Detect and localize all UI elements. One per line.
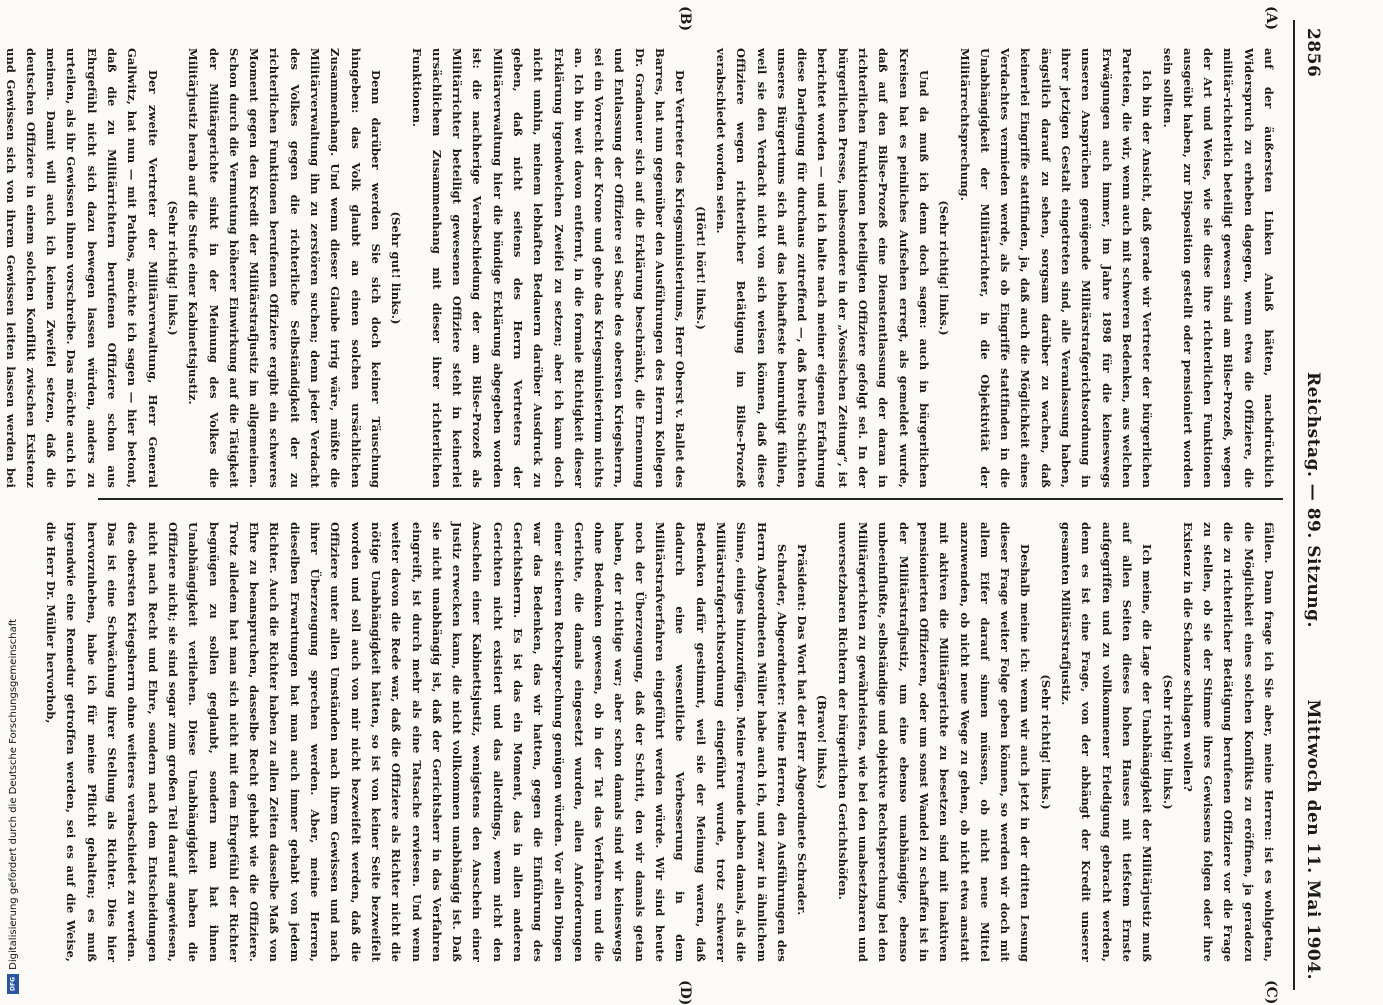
interjection: (Sehr richtig! links.) — [937, 200, 952, 336]
margin-mark-b: (B) — [677, 6, 693, 32]
margin-mark-a: (A) — [1263, 6, 1279, 31]
paragraph: Der zweite Vertreter der Militärverwaltung, Herr General Gallwitz, hat nun — mit Pathos, möchte ich sagen — hier betont, daß die zu Militärrichtern berufenen Offiziere schon aus Ehrgefühl nicht sich dazu bewegen lassen würden, anders zu urteilen, als ihr Gewissen ihnen vorschreibe. Das möchte auch ich meinen. Damit will auch ich keinen Zweifel setzen, daß die deutschen Offiziere in einem solchen Konflikt zwischen Existenz und Gewissen sich von ihrem Gewissen leiten lassen werden bei — [3, 48, 160, 488]
interjection: (Sehr gut! links.) — [389, 211, 404, 325]
session-date: Mittwoch den 11. Mai 1904. — [1303, 699, 1323, 980]
page-header — [1295, 0, 1323, 1000]
digitization-credit — [6, 612, 20, 994]
margin-mark-d: (D) — [677, 980, 693, 1005]
paragraph: Schrader, Abgeordneter: Meine Herren, den Ausführungen des Herrn Abgeordneten Müller habe auch ich, und zwar in ähnlichem Sinne, einiges hinzuzufügen. Meine Freunde haben damals, als die Militärstrafgerichtsordnung eingeführt wurde, trotz schwerer Bedenken dafür gestimmt, weil sie der Meinung waren, daß dadurch eine wesentliche Verbesserung in dem Militärstrafverfahren eingeführt werden würde. Wir sind heute noch der Überzeugung, daß der Schritt, den wir damals getan haben, der richtige war; aber schon damals sind wir keineswegs ohne Bedenken gewesen, ob in der Tat das Verfahren und die Gerichte, die damals eingesetzt wurden, allen Anforderungen einer sicheren Rechtsprechung genügen würden. Vor allen Dingen war das Bedenken, das wir hatten, gegen die Einführung des Gerichtsherrn. Es ist das ein Moment, das in allen anderen Gerichten nicht existiert und das allerdings, wenn nicht den Anschein einer Kabinettsjustiz, wenigstens den Anschein einer Justiz erwecken kann, die nicht vollkommen unabhängig ist. Daß sie nicht unabhängig ist, daß der Gerichtsherr in das Verfahren eingreift, ist durch mehr als eine Tatsache erwiesen. Und wenn weiter davon die Rede war, daß die Offiziere als Richter nicht die nötige Unabhängigkeit hätten, so ist von keiner Seite bezweifelt worden und soll auch von mir nicht bezweifelt werden, daß die Offiziere unter allen Umständen nach ihrem Gewissen und nach ihrer Überzeugung sprechen werden. Aber, meine Herren, dieselben Erwartungen hat man auch immer gehabt von jedem Richter. Auch die Richter haben zu allen Zeiten dasselbe Maß von Ehre zu beanspruchen, dasselbe Recht gehabt wie die Offiziere. Trotz alledem hat man sich nicht mit dem Ehrgefühl der Richter begnügen zu sollen geglaubt, sondern man hat ihnen Unabhängigkeit verliehen. Diese Unabhängigkeit haben die Offiziere nicht; sie sind sogar zum großen Teil darauf angewiesen, nicht nach Recht und Ehre, sondern nach dem Entscheidungen des obersten Kriegsherrn ohne weiteres verabschiedet zu werden. Das ist eine Schwächung ihrer Stellung als Richter. Dies hier hervorzuheben, habe ich für meine Pflicht gehalten; es muß irgendwie eine Remedur getroffen werden, sei es auf die Weise, die Herr Dr. Müller hervorhob, — [44, 522, 789, 962]
paragraph: Ich bin der Ansicht, daß gerade wir Vertreter der bürgerlichen Parteien, die wir, wenn auch mit schweren Bedenken, aus welchen Erwägungen auch immer, im Jahre 1898 für die keineswegs unseren Ansprüchen genügende Militärstrafgerichtsordnung in ihrer jetzigen Gestalt eingetreten sind, alle Veranlassung haben, ängstlich darauf zu sehen, sorgsam darüber zu wachen, daß keinerlei Eingriffe stattfinden, ja, daß auch die Möglichkeit eines Verdachtes vermieden werde, als ob Eingriffe stattfinden in die Unabhängigkeit der Militärrichter, in die Objektivität der Militärrechtsprechung. — [957, 48, 1155, 488]
dfg-logo: DFG — [7, 974, 19, 994]
header-rule — [1293, 20, 1295, 990]
left-column — [3, 48, 1279, 488]
interjection: (Sehr richtig! links.) — [1038, 674, 1053, 810]
interjection: (Bravo! links.) — [815, 694, 830, 790]
page-number: 2856 — [1303, 28, 1323, 78]
paragraph: fällen. Dann frage ich Sie aber, meine Herren: ist es wohlgetan, die Möglichkeit eines solchen Konflikts zu eröffnen, ja geradezu die zu richterlicher Betätigung berufenen Offiziere vor die Frage zu stellen, ob sie der Stimme ihres Gewissens folgen oder ihre Existenz in die Schanze schlagen wollen? — [1180, 522, 1276, 962]
interjection: (Sehr richtig! links.) — [1160, 674, 1175, 810]
paragraph: Deshalb meine ich: wenn wir auch jetzt in der dritten Lesung dieser Frage weiter Folge geben können, so werden wir doch mit allem Eifer darauf sinnen müssen, ob nicht neue Mittel anzuwenden, ob nicht neue Wege zu gehen, ob nicht etwa anstatt mit aktiven die Militärgerichte zu besetzen sind mit inaktiven pensionierten Offizieren, oder um sonst Wandel zu schaffen ist in der Militärstrafjustiz, um eine ebenso unabhängige, ebenso unbeeinflußte, selbständige und objektive Rechtsprechung bei den Militärgerichten zu gewährleisten, wie bei den unabsetzbaren und unversetzbaren Richtern der bürgerlichen Gerichtshöfen. — [835, 522, 1033, 962]
paragraph: Der Vertreter des Kriegsministeriums, Herr Oberst v. Ballet des Barres, hat nun gegenüber den Ausführungen des Herrn Kollegen Dr. Gradnauer sich auf die Erklärung beschränkt, die Ernennung und Entlassung der Offiziere sei Sache des obersten Kriegsherrn, sei ein Vorrecht der Krone und gehe das Kriegsministerium nichts an. Ich bin weit davon entfernt, in die formale Richtigkeit dieser Erklärung irgendwelchen Zweifel zu setzen; aber ich kann doch nicht umhin, meinem lebhaften Bedauern darüber Ausdruck zu geben, daß nicht seitens des Herrn Vertreters der Militärverwaltung hier die bündige Erklärung abgegeben worden ist: die nachherige Verabschiedung der am Bilse-Prozeß als Militärrichter beteiligt gewesenen Offiziere steht in keinerlei ursächlichem Zusammenhang mit dieser ihrer richterlichen Funktionen. — [409, 48, 688, 488]
running-title: Reichstag. — 89. Sitzung. — [1303, 372, 1323, 628]
president-speaker-line: Präsident: Das Wort hat der Herr Abgeordnete Schrader. — [795, 544, 810, 916]
paragraph: Denn darüber werden Sie sich doch keiner Täuschung hingeben: das Volk glaubt an einen solchen ursächlichen Zusammenhang. Und wenn dieser Glaube irrig wäre, müßte die Militärverwaltung ihn zu zerstören suchen; denn jeder Verdacht des Volkes gegen die richterliche Selbständigkeit der zu richterlichen Funktionen berufenen Offiziere ergibt ein schweres Moment gegen den Kredit der Militärstrafjustiz im allgemeinen. Schon durch die Vermutung höherer Einwirkung auf die Tätigkeit der Militärgerichte sinkt in der Meinung des Volkes die Militärjustiz herab auf die Stufe einer Kabinettsjustiz. — [186, 48, 383, 488]
interjection: (Sehr richtig! links.) — [165, 200, 180, 336]
paragraph: Ich meine, die Lage der Unabhängigkeit der Militärjustiz muß auf allen Seiten dieses hohen Hauses mit tiefstem Ernste aufgegriffen und zu vollkommener Erledigung gebracht werden, denn es ist eine Frage, von der abhängt der Kredit unserer gesamten Militärstrafjustiz. — [1059, 522, 1155, 962]
paragraph: auf der äußersten Linken Anlaß hätten, nachdrücklich Widerspruch zu erheben dagegen, wenn etwa die Offiziere, die militär-richterlich beteiligt gewesen sind am Bilse-Prozeß, wegen der Art und Weise, wie sie diese ihre richterlichen Funktionen ausgeübt haben, zur Disposition gestellt oder pensioniert worden sein sollten. — [1160, 48, 1276, 488]
column-rule — [98, 498, 1283, 500]
interjection: (Hört! hört! links.) — [693, 206, 708, 330]
margin-mark-c: (C) — [1263, 980, 1279, 1005]
right-column — [44, 522, 1279, 962]
credit-text: Digitalisierung gefördert durch die Deutsche Forschungsgemeinschaft — [7, 619, 19, 970]
paragraph: Und da muß ich denn doch sagen: auch in bürgerlichen Kreisen hat es peinliches Aufsehen erregt, als gemeldet wurde, daß auf den Bilse-Prozeß eine Dienstentlassung der daran in richterlichen Funktionen beteiligten Offiziere gefolgt sei. In der bürgerlichen Presse, insbesondere in der „Vossischen Zeitung“, ist berichtet worden — und ich halte nach meiner eigenen Erfahrung diese Darlegung für durchaus zutreffend —, daß breite Schichten unseres Bürgertums sich auf das lebhafteste beunruhigt fühlen, weil sie den Verdacht nicht von sich weisen können, daß diese Offiziere wegen richterlicher Betätigung im Bilse-Prozeß verabschiedet worden seien. — [713, 48, 931, 488]
